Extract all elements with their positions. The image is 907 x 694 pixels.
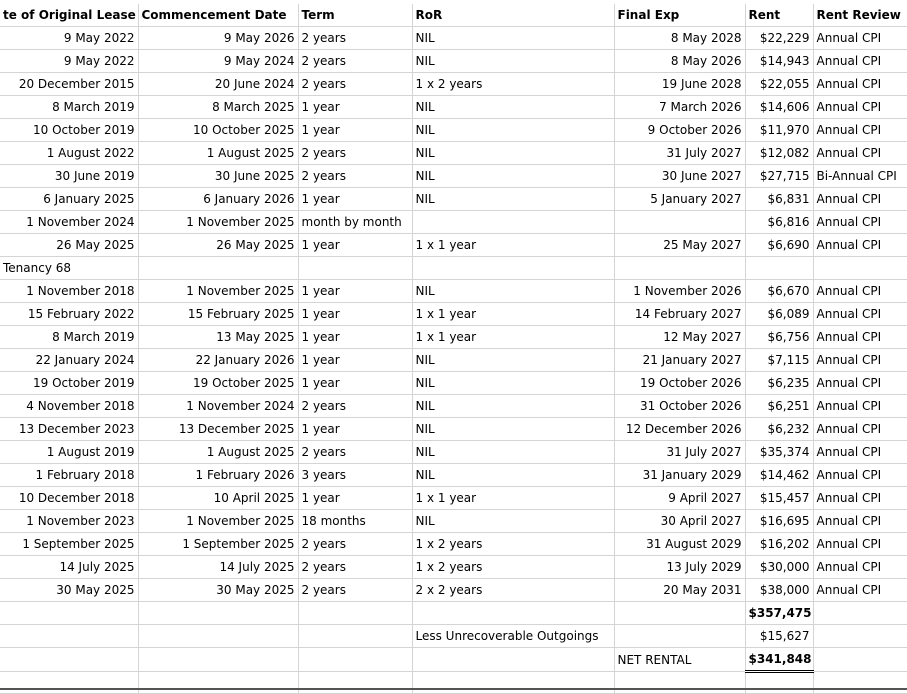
less-outgoings-label[interactable]: Less Unrecoverable Outgoings xyxy=(412,625,614,648)
cell-rent-review[interactable]: Annual CPI xyxy=(813,188,907,211)
cell-commencement-date[interactable]: 20 June 2024 xyxy=(138,73,298,96)
table-row xyxy=(0,326,907,349)
cell-commencement-date[interactable]: 6 January 2026 xyxy=(138,188,298,211)
cell-original-lease-date[interactable]: 9 May 2022 xyxy=(0,50,138,73)
cell-term[interactable]: 3 years xyxy=(298,464,412,487)
cell-term[interactable]: 2 years xyxy=(298,27,412,50)
cell-ror[interactable]: NIL xyxy=(412,510,614,533)
cell-empty[interactable] xyxy=(412,672,614,694)
cell-term[interactable]: 1 year xyxy=(298,303,412,326)
cell-final-exp[interactable]: 19 October 2026 xyxy=(614,372,745,395)
totals-row xyxy=(0,672,907,694)
sheet-bottom-border xyxy=(0,688,907,690)
cell-term[interactable]: 1 year xyxy=(298,96,412,119)
cell-empty[interactable] xyxy=(298,648,412,672)
cell-final-exp[interactable]: 31 July 2027 xyxy=(614,142,745,165)
cell-original-lease-date[interactable]: 30 May 2025 xyxy=(0,579,138,602)
cell-final-exp[interactable]: 8 May 2026 xyxy=(614,50,745,73)
table-row xyxy=(0,349,907,372)
cell-original-lease-date[interactable]: 1 November 2018 xyxy=(0,280,138,303)
cell-final-exp[interactable]: 31 January 2029 xyxy=(614,464,745,487)
cell-empty[interactable] xyxy=(0,602,138,625)
cell-rent-review[interactable]: Annual CPI xyxy=(813,73,907,96)
cell-ror[interactable]: 1 x 1 year xyxy=(412,326,614,349)
cell-ror[interactable]: NIL xyxy=(412,165,614,188)
table-row xyxy=(0,372,907,395)
table-row xyxy=(0,27,907,50)
cell-ror[interactable]: NIL xyxy=(412,119,614,142)
cell-final-exp[interactable]: 14 February 2027 xyxy=(614,303,745,326)
cell-ror[interactable]: NIL xyxy=(412,372,614,395)
cell-commencement-date[interactable]: 1 November 2025 xyxy=(138,280,298,303)
cell-rent[interactable]: $6,756 xyxy=(745,326,813,349)
cell-rent[interactable]: $6,670 xyxy=(745,280,813,303)
cell-rent[interactable]: $22,229 xyxy=(745,27,813,50)
cell-final-exp[interactable] xyxy=(614,257,745,280)
table-row xyxy=(0,73,907,96)
cell-final-exp[interactable]: 25 May 2027 xyxy=(614,234,745,257)
cell-final-exp[interactable]: 31 July 2027 xyxy=(614,441,745,464)
cell-commencement-date[interactable]: 1 February 2026 xyxy=(138,464,298,487)
cell-ror[interactable] xyxy=(412,257,614,280)
cell-rent[interactable]: $22,055 xyxy=(745,73,813,96)
table-row xyxy=(0,395,907,418)
cell-commencement-date[interactable]: 1 November 2025 xyxy=(138,211,298,234)
cell-commencement-date[interactable] xyxy=(138,257,298,280)
cell-term[interactable]: 2 years xyxy=(298,50,412,73)
cell-empty[interactable] xyxy=(138,602,298,625)
cell-final-exp[interactable]: 12 December 2026 xyxy=(614,418,745,441)
cell-rent[interactable]: $16,202 xyxy=(745,533,813,556)
cell-rent-review[interactable]: Annual CPI xyxy=(813,50,907,73)
cell-rent-review[interactable]: Annual CPI xyxy=(813,372,907,395)
cell-rent[interactable]: $6,232 xyxy=(745,418,813,441)
cell-empty[interactable] xyxy=(298,625,412,648)
header-term[interactable]: Term xyxy=(298,4,412,27)
cell-original-lease-date[interactable]: 10 December 2018 xyxy=(0,487,138,510)
cell-term[interactable]: 1 year xyxy=(298,188,412,211)
cell-empty[interactable] xyxy=(298,602,412,625)
cell-ror[interactable]: NIL xyxy=(412,395,614,418)
cell-empty[interactable] xyxy=(813,602,907,625)
table-row xyxy=(0,211,907,234)
cell-final-exp[interactable]: 30 June 2027 xyxy=(614,165,745,188)
cell-rent[interactable]: $30,000 xyxy=(745,556,813,579)
cell-original-lease-date[interactable]: 9 May 2022 xyxy=(0,27,138,50)
cell-rent[interactable]: $12,082 xyxy=(745,142,813,165)
cell-empty[interactable] xyxy=(138,625,298,648)
cell-ror[interactable]: NIL xyxy=(412,464,614,487)
cell-rent[interactable]: $6,816 xyxy=(745,211,813,234)
table-row xyxy=(0,280,907,303)
cell-original-lease-date[interactable]: 6 January 2025 xyxy=(0,188,138,211)
cell-final-exp[interactable]: 9 October 2026 xyxy=(614,119,745,142)
cell-rent[interactable]: $38,000 xyxy=(745,579,813,602)
cell-rent-review[interactable]: Annual CPI xyxy=(813,303,907,326)
cell-term[interactable]: 1 year xyxy=(298,349,412,372)
cell-commencement-date[interactable]: 30 June 2025 xyxy=(138,165,298,188)
cell-term[interactable]: 1 year xyxy=(298,372,412,395)
cell-rent-review[interactable]: Annual CPI xyxy=(813,326,907,349)
cell-original-lease-date[interactable]: 22 January 2024 xyxy=(0,349,138,372)
cell-original-lease-date[interactable]: 10 October 2019 xyxy=(0,119,138,142)
cell-rent-review[interactable]: Annual CPI xyxy=(813,142,907,165)
cell-final-exp[interactable]: 31 October 2026 xyxy=(614,395,745,418)
cell-rent[interactable]: $27,715 xyxy=(745,165,813,188)
cell-rent-review[interactable]: Annual CPI xyxy=(813,533,907,556)
table-row xyxy=(0,303,907,326)
cell-rent[interactable]: $6,690 xyxy=(745,234,813,257)
cell-empty[interactable] xyxy=(614,602,745,625)
cell-ror[interactable]: NIL xyxy=(412,441,614,464)
cell-commencement-date[interactable]: 8 March 2025 xyxy=(138,96,298,119)
cell-rent[interactable]: $14,462 xyxy=(745,464,813,487)
less-outgoings-value[interactable]: $15,627 xyxy=(745,625,813,648)
table-row xyxy=(0,533,907,556)
cell-final-exp[interactable]: 12 May 2027 xyxy=(614,326,745,349)
cell-commencement-date[interactable]: 14 July 2025 xyxy=(138,556,298,579)
header-ror[interactable]: RoR xyxy=(412,4,614,27)
cell-rent-review[interactable]: Annual CPI xyxy=(813,441,907,464)
cell-rent-review[interactable]: Bi-Annual CPI xyxy=(813,165,907,188)
cell-term[interactable]: 18 months xyxy=(298,510,412,533)
cell-original-lease-date[interactable]: 4 November 2018 xyxy=(0,395,138,418)
cell-original-lease-date[interactable]: 20 December 2015 xyxy=(0,73,138,96)
cell-commencement-date[interactable]: 15 February 2025 xyxy=(138,303,298,326)
cell-ror[interactable]: 1 x 2 years xyxy=(412,73,614,96)
table-row xyxy=(0,510,907,533)
table-row xyxy=(0,487,907,510)
cell-rent-review[interactable]: Annual CPI xyxy=(813,234,907,257)
cell-empty[interactable] xyxy=(813,672,907,694)
cell-final-exp[interactable]: 9 April 2027 xyxy=(614,487,745,510)
table-row xyxy=(0,119,907,142)
cell-rent-review[interactable]: Annual CPI xyxy=(813,395,907,418)
table-row xyxy=(0,464,907,487)
cell-rent[interactable]: $14,606 xyxy=(745,96,813,119)
cell-commencement-date[interactable]: 30 May 2025 xyxy=(138,579,298,602)
cell-original-lease-date[interactable]: 1 August 2019 xyxy=(0,441,138,464)
table-row xyxy=(0,579,907,602)
cell-original-lease-date[interactable]: 26 May 2025 xyxy=(0,234,138,257)
cell-commencement-date[interactable]: 1 August 2025 xyxy=(138,441,298,464)
cell-commencement-date[interactable]: 1 November 2025 xyxy=(138,510,298,533)
cell-term[interactable]: 2 years xyxy=(298,556,412,579)
cell-rent-review[interactable]: Annual CPI xyxy=(813,464,907,487)
totals-row xyxy=(0,602,907,625)
cell-empty[interactable] xyxy=(813,625,907,648)
cell-original-lease-date[interactable]: 14 July 2025 xyxy=(0,556,138,579)
header-commencement-date[interactable]: Commencement Date xyxy=(138,4,298,27)
table-row xyxy=(0,257,907,280)
cell-empty[interactable] xyxy=(412,648,614,672)
cell-commencement-date[interactable]: 26 May 2025 xyxy=(138,234,298,257)
cell-rent-review[interactable]: Annual CPI xyxy=(813,487,907,510)
cell-final-exp[interactable]: 21 January 2027 xyxy=(614,349,745,372)
cell-rent[interactable] xyxy=(745,257,813,280)
cell-commencement-date[interactable]: 1 September 2025 xyxy=(138,533,298,556)
cell-final-exp[interactable]: 20 May 2031 xyxy=(614,579,745,602)
cell-original-lease-date[interactable]: Tenancy 68 xyxy=(0,257,138,280)
cell-term[interactable]: 1 year xyxy=(298,119,412,142)
header-rent[interactable]: Rent xyxy=(745,4,813,27)
cell-rent[interactable]: $14,943 xyxy=(745,50,813,73)
cell-rent[interactable]: $16,695 xyxy=(745,510,813,533)
cell-commencement-date[interactable]: 1 November 2024 xyxy=(138,395,298,418)
cell-rent[interactable]: $6,089 xyxy=(745,303,813,326)
cell-term[interactable]: 2 years xyxy=(298,579,412,602)
cell-final-exp[interactable]: 19 June 2028 xyxy=(614,73,745,96)
cell-rent-review[interactable]: Annual CPI xyxy=(813,579,907,602)
cell-rent-review[interactable]: Annual CPI xyxy=(813,510,907,533)
cell-term[interactable]: month by month xyxy=(298,211,412,234)
cell-original-lease-date[interactable]: 1 February 2018 xyxy=(0,464,138,487)
table-row xyxy=(0,50,907,73)
cell-commencement-date[interactable]: 9 May 2026 xyxy=(138,27,298,50)
cell-empty[interactable] xyxy=(614,625,745,648)
cell-original-lease-date[interactable]: 1 November 2023 xyxy=(0,510,138,533)
cell-final-exp[interactable]: 31 August 2029 xyxy=(614,533,745,556)
cell-commencement-date[interactable]: 10 October 2025 xyxy=(138,119,298,142)
cell-original-lease-date[interactable]: 13 December 2023 xyxy=(0,418,138,441)
cell-original-lease-date[interactable]: 15 February 2022 xyxy=(0,303,138,326)
cell-rent[interactable]: $7,115 xyxy=(745,349,813,372)
totals-row xyxy=(0,625,907,648)
cell-term[interactable]: 2 years xyxy=(298,142,412,165)
cell-term[interactable]: 1 year xyxy=(298,418,412,441)
table-row xyxy=(0,418,907,441)
cell-ror[interactable]: 1 x 1 year xyxy=(412,487,614,510)
cell-original-lease-date[interactable]: 30 June 2019 xyxy=(0,165,138,188)
gross-total-value[interactable]: $357,475 xyxy=(745,602,813,625)
header-rent-review[interactable]: Rent Review xyxy=(813,4,907,27)
cell-original-lease-date[interactable]: 8 March 2019 xyxy=(0,96,138,119)
cell-ror[interactable]: 1 x 1 year xyxy=(412,234,614,257)
cell-commencement-date[interactable]: 19 October 2025 xyxy=(138,372,298,395)
cell-commencement-date[interactable]: 13 May 2025 xyxy=(138,326,298,349)
table-row xyxy=(0,142,907,165)
cell-rent[interactable]: $11,970 xyxy=(745,119,813,142)
cell-empty[interactable] xyxy=(614,672,745,694)
cell-term[interactable]: 1 year xyxy=(298,234,412,257)
header-final-exp[interactable]: Final Exp xyxy=(614,4,745,27)
cell-rent-review[interactable] xyxy=(813,257,907,280)
cell-ror[interactable]: 1 x 2 years xyxy=(412,556,614,579)
cell-term[interactable]: 2 years xyxy=(298,73,412,96)
cell-rent-review[interactable]: Annual CPI xyxy=(813,349,907,372)
header-row xyxy=(0,4,907,27)
cell-empty[interactable] xyxy=(412,602,614,625)
cell-term[interactable]: 2 years xyxy=(298,441,412,464)
cell-rent-review[interactable]: Annual CPI xyxy=(813,418,907,441)
cell-original-lease-date[interactable]: 1 August 2022 xyxy=(0,142,138,165)
cell-ror[interactable] xyxy=(412,211,614,234)
cell-ror[interactable]: NIL xyxy=(412,96,614,119)
cell-ror[interactable]: 2 x 2 years xyxy=(412,579,614,602)
table-row xyxy=(0,441,907,464)
cell-empty[interactable] xyxy=(0,672,138,694)
cell-rent-review[interactable]: Annual CPI xyxy=(813,119,907,142)
cell-rent[interactable]: $6,235 xyxy=(745,372,813,395)
cell-commencement-date[interactable]: 9 May 2024 xyxy=(138,50,298,73)
cell-commencement-date[interactable]: 13 December 2025 xyxy=(138,418,298,441)
cell-final-exp[interactable]: 8 May 2028 xyxy=(614,27,745,50)
cell-term[interactable]: 1 year xyxy=(298,326,412,349)
cell-original-lease-date[interactable]: 8 March 2019 xyxy=(0,326,138,349)
net-rental-label[interactable]: NET RENTAL xyxy=(614,648,745,672)
cell-commencement-date[interactable]: 10 April 2025 xyxy=(138,487,298,510)
header-original-lease-date[interactable]: te of Original Lease xyxy=(0,4,138,27)
table-row xyxy=(0,96,907,119)
cell-empty[interactable] xyxy=(298,672,412,694)
cell-final-exp[interactable]: 7 March 2026 xyxy=(614,96,745,119)
cell-ror[interactable]: 1 x 1 year xyxy=(412,303,614,326)
cell-final-exp[interactable] xyxy=(614,211,745,234)
cell-term[interactable] xyxy=(298,257,412,280)
cell-final-exp[interactable]: 30 April 2027 xyxy=(614,510,745,533)
cell-empty[interactable] xyxy=(813,648,907,672)
totals-row xyxy=(0,648,907,672)
cell-empty[interactable] xyxy=(745,672,813,694)
cell-rent[interactable]: $6,831 xyxy=(745,188,813,211)
cell-ror[interactable]: NIL xyxy=(412,50,614,73)
cell-original-lease-date[interactable]: 1 September 2025 xyxy=(0,533,138,556)
cell-ror[interactable]: NIL xyxy=(412,188,614,211)
cell-final-exp[interactable]: 13 July 2029 xyxy=(614,556,745,579)
cell-ror[interactable]: 1 x 2 years xyxy=(412,533,614,556)
cell-term[interactable]: 2 years xyxy=(298,395,412,418)
cell-commencement-date[interactable]: 1 August 2025 xyxy=(138,142,298,165)
cell-empty[interactable] xyxy=(0,625,138,648)
cell-rent[interactable]: $6,251 xyxy=(745,395,813,418)
cell-original-lease-date[interactable]: 19 October 2019 xyxy=(0,372,138,395)
cell-commencement-date[interactable]: 22 January 2026 xyxy=(138,349,298,372)
cell-rent-review[interactable]: Annual CPI xyxy=(813,556,907,579)
cell-rent[interactable]: $15,457 xyxy=(745,487,813,510)
cell-empty[interactable] xyxy=(0,648,138,672)
cell-empty[interactable] xyxy=(138,672,298,694)
cell-ror[interactable]: NIL xyxy=(412,142,614,165)
cell-rent-review[interactable]: Annual CPI xyxy=(813,280,907,303)
cell-rent-review[interactable]: Annual CPI xyxy=(813,211,907,234)
cell-ror[interactable]: NIL xyxy=(412,280,614,303)
cell-rent-review[interactable]: Annual CPI xyxy=(813,27,907,50)
lease-schedule-table xyxy=(0,4,907,694)
table-row xyxy=(0,234,907,257)
table-row xyxy=(0,188,907,211)
cell-ror[interactable]: NIL xyxy=(412,418,614,441)
cell-term[interactable]: 2 years xyxy=(298,165,412,188)
cell-final-exp[interactable]: 5 January 2027 xyxy=(614,188,745,211)
net-rental-value[interactable]: $341,848 xyxy=(745,648,813,672)
cell-rent[interactable]: $35,374 xyxy=(745,441,813,464)
cell-term[interactable]: 1 year xyxy=(298,487,412,510)
cell-ror[interactable]: NIL xyxy=(412,27,614,50)
table-row xyxy=(0,165,907,188)
cell-term[interactable]: 2 years xyxy=(298,533,412,556)
cell-original-lease-date[interactable]: 1 November 2024 xyxy=(0,211,138,234)
cell-rent-review[interactable]: Annual CPI xyxy=(813,96,907,119)
cell-final-exp[interactable]: 1 November 2026 xyxy=(614,280,745,303)
cell-ror[interactable]: NIL xyxy=(412,349,614,372)
cell-term[interactable]: 1 year xyxy=(298,280,412,303)
table-row xyxy=(0,556,907,579)
cell-empty[interactable] xyxy=(138,648,298,672)
